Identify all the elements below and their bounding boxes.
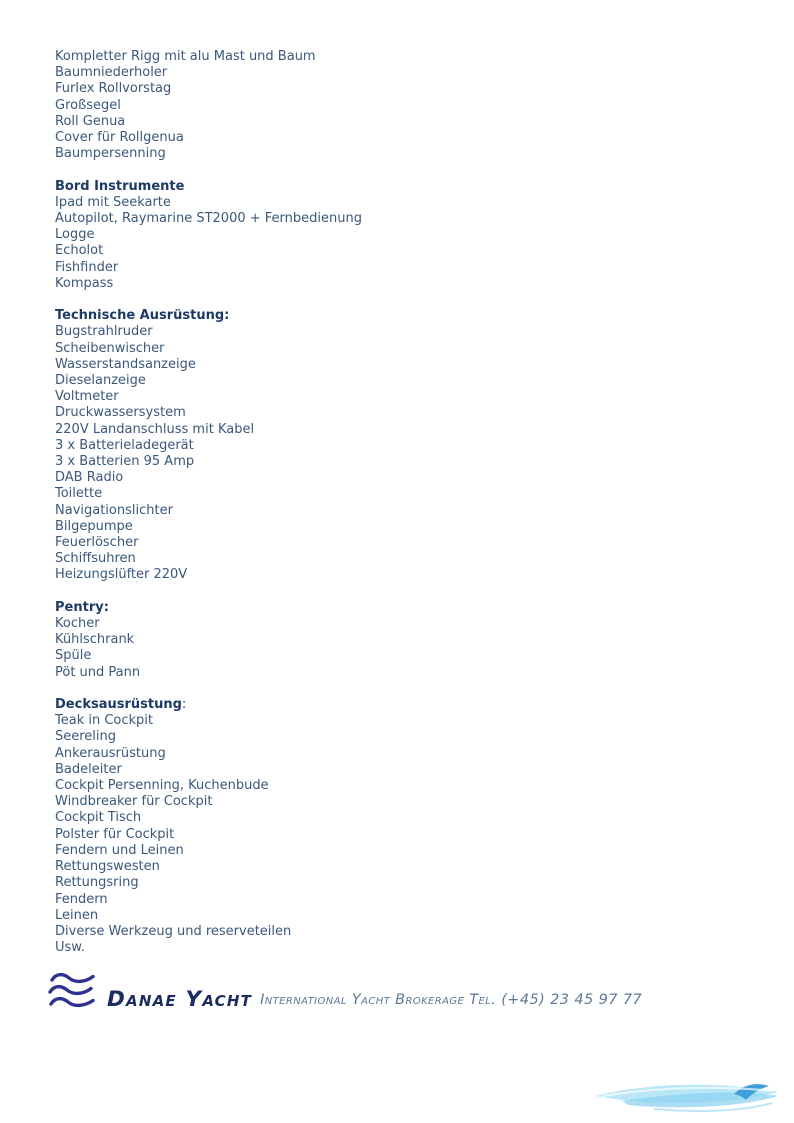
equipment-item: Rettungswesten — [55, 859, 160, 875]
equipment-item: Logge — [55, 227, 95, 243]
equipment-section — [55, 308, 715, 583]
equipment-item: Polster für Cockpit — [55, 826, 175, 842]
equipment-item: Pöt und Pann — [55, 664, 141, 680]
equipment-item: Druckwassersystem — [55, 405, 186, 421]
equipment-item: Baumniederholer — [55, 65, 168, 81]
equipment-item: DAB Radio — [55, 470, 124, 486]
equipment-section — [55, 600, 715, 681]
equipment-item: Navigationslichter — [55, 502, 173, 518]
equipment-item: Kocher — [55, 616, 100, 632]
waves-icon — [46, 971, 98, 1013]
section-header: Bord Instrumente — [55, 178, 185, 194]
equipment-item: 3 x Batterien 95 Amp — [55, 454, 195, 470]
equipment-item: Fendern und Leinen — [55, 842, 184, 858]
equipment-item: Cockpit Tisch — [55, 810, 142, 826]
brand-name: Danae Yacht — [107, 987, 253, 1012]
equipment-item: Feuerlöscher — [55, 535, 139, 551]
equipment-item: Furlex Rollvorstag — [55, 81, 172, 97]
equipment-item: Roll Genua — [55, 113, 126, 129]
equipment-item: Ankerausrüstung — [55, 745, 166, 761]
equipment-item: Teak in Cockpit — [55, 713, 154, 729]
equipment-sections — [55, 49, 715, 956]
section-header: Technische Ausrüstung: — [55, 308, 230, 324]
swoosh-watermark-icon — [594, 1079, 780, 1119]
equipment-item: Ipad mit Seekarte — [55, 194, 171, 210]
equipment-item: Bugstrahlruder — [55, 324, 153, 340]
equipment-item: 3 x Batterieladegerät — [55, 437, 194, 453]
equipment-item: Cockpit Persenning, Kuchenbude — [55, 778, 269, 794]
brand-tagline: International Yacht Brokerage Tel. (+45) 23 45 97 77 — [260, 992, 643, 1008]
equipment-item: Toilette — [55, 486, 103, 502]
equipment-item: Spüle — [55, 648, 92, 664]
equipment-item: Dieselanzeige — [55, 373, 146, 389]
equipment-item: Echolot — [55, 243, 104, 259]
footer-brand — [46, 971, 642, 1013]
equipment-item: Fishfinder — [55, 259, 119, 275]
equipment-item: Badeleiter — [55, 761, 122, 777]
equipment-item: Kompletter Rigg mit alu Mast und Baum — [55, 49, 316, 64]
equipment-item: Windbreaker für Cockpit — [55, 794, 213, 810]
equipment-item: Scheibenwischer — [55, 340, 165, 356]
equipment-item: Cover für Rollgenua — [55, 130, 184, 146]
equipment-section — [55, 179, 715, 292]
equipment-item: Leinen — [55, 907, 99, 923]
equipment-item: Baumpersenning — [55, 146, 166, 162]
equipment-list — [55, 49, 715, 956]
equipment-section — [55, 49, 715, 162]
equipment-item: Bilgepumpe — [55, 518, 133, 534]
equipment-item: Wasserstandsanzeige — [55, 356, 196, 372]
equipment-item: Seereling — [55, 729, 117, 745]
equipment-item: Kompass — [55, 275, 114, 291]
equipment-item: Usw. — [55, 940, 85, 956]
equipment-item: 220V Landanschluss mit Kabel — [55, 421, 255, 437]
equipment-item: Autopilot, Raymarine ST2000 + Fernbedienung — [55, 211, 362, 227]
section-header: Decksausrüstung: — [55, 697, 187, 713]
equipment-item: Großsegel — [55, 97, 121, 113]
equipment-item: Kühlschrank — [55, 632, 135, 648]
equipment-item: Fendern — [55, 891, 108, 907]
equipment-item: Schiffsuhren — [55, 551, 136, 567]
equipment-item: Heizungslüfter 220V — [55, 567, 188, 583]
equipment-item: Diverse Werkzeug und reserveteilen — [55, 923, 292, 939]
equipment-item: Voltmeter — [55, 389, 119, 405]
section-header: Pentry: — [55, 599, 109, 615]
equipment-item: Rettungsring — [55, 875, 139, 891]
equipment-section — [55, 697, 715, 956]
